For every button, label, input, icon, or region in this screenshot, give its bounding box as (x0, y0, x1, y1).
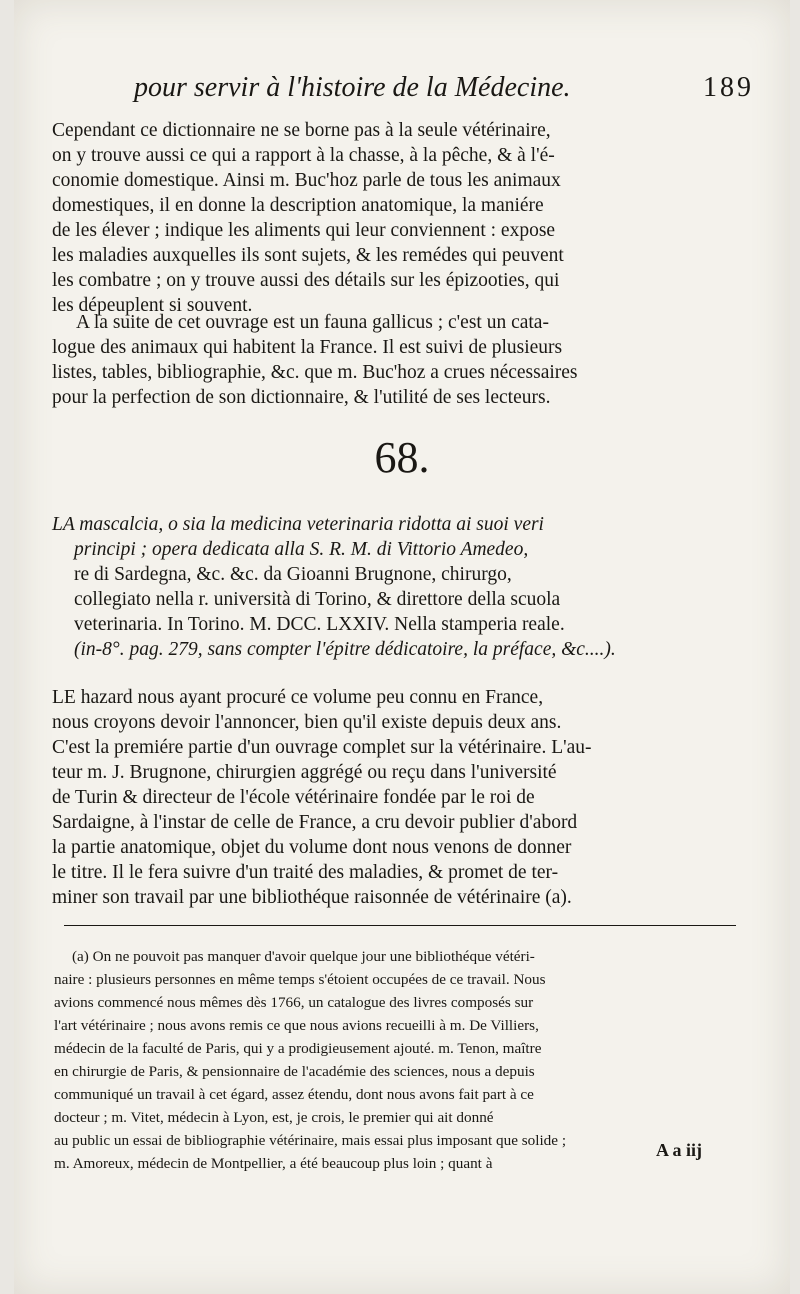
text-line: de les élever ; indique les aliments qui leur conviennent : expose (52, 220, 556, 241)
text-line: conomie domestique. Ainsi m. Buc'hoz parle de tous les animaux (52, 170, 561, 191)
footnote-line: naire : plusieurs personnes en même temps s'étoient occupées de ce travail. Nous (54, 971, 546, 988)
footnote-line: communiqué un travail à cet égard, assez étendu, dont nous avons fait part à ce (54, 1086, 534, 1103)
footnote-line: l'art vétérinaire ; nous avons remis ce que nous avions recueilli à m. De Villiers, (54, 1017, 539, 1034)
text-line: listes, tables, bibliographie, &c. que m. Buc'hoz a crues nécessaires (52, 362, 578, 383)
footnote-rule (64, 925, 736, 926)
signature-mark: A a iij (655, 1140, 702, 1160)
footnote-line: en chirurgie de Paris, & pensionnaire de l'académie des sciences, nous a depuis (54, 1063, 535, 1080)
footnote-line: au public un essai de bibliographie vétérinaire, mais essai plus imposant que solide ; (54, 1132, 567, 1149)
text-line: Sardaigne, à l'instar de celle de France, a cru devoir publier d'abord (52, 812, 578, 833)
text-line: teur m. J. Brugnone, chirurgien aggrégé ou reçu dans l'université (52, 762, 557, 783)
page-number: 189 (703, 72, 754, 103)
text-line: re di Sardegna, &c. &c. da Gioanni Brugnone, chirurgo, (74, 564, 512, 585)
text-line: collegiato nella r. università di Torino, & direttore della scuola (74, 589, 561, 610)
text-line: C'est la premiére partie d'un ouvrage complet sur la vétérinaire. L'au- (52, 737, 592, 758)
text-line: nous croyons devoir l'annoncer, bien qu'il existe depuis deux ans. (52, 712, 562, 733)
section-number: 68. (374, 433, 430, 482)
text-line: de Turin & directeur de l'école vétérinaire fondée par le roi de (52, 787, 535, 808)
text-line: les combatre ; on y trouve aussi des détails sur les épizooties, qui (52, 270, 560, 291)
text-line: miner son travail par une bibliothéque raisonnée de vétérinaire (a). (52, 887, 572, 908)
text-line: la partie anatomique, objet du volume dont nous venons de donner (52, 837, 572, 858)
text-line: le titre. Il le fera suivre d'un traité des maladies, & promet de ter- (52, 862, 559, 883)
text-line: les maladies auxquelles ils sont sujets, & les remédes qui peuvent (52, 245, 564, 266)
text-line: Cependant ce dictionnaire ne se borne pas à la seule vétérinaire, (52, 120, 551, 141)
footnote-line: avions commencé nous mêmes dès 1766, un catalogue des livres composés sur (54, 994, 534, 1011)
running-title: pour servir à l'histoire de la Médecine. (134, 72, 571, 103)
text-line: LA mascalcia, o sia la medicina veterinaria ridotta ai suoi veri (52, 514, 544, 535)
paragraph-3 (52, 685, 792, 910)
footnote-line: (a) On ne pouvoit pas manquer d'avoir quelque jour une bibliothéque vétéri- (72, 948, 535, 965)
text-line: A la suite de cet ouvrage est un fauna gallicus ; c'est un cata- (76, 312, 549, 333)
text-line: domestiques, il en donne la description anatomique, la maniére (52, 195, 544, 216)
text-line: veterinaria. In Torino. M. DCC. LXXIV. Nella stamperia reale. (74, 614, 565, 635)
footnote-line: m. Amoreux, médecin de Montpellier, a été beaucoup plus loin ; quant à (54, 1155, 493, 1172)
book-title-entry (52, 512, 792, 662)
text-line: on y trouve aussi ce qui a rapport à la chasse, à la pêche, & à l'é- (52, 145, 555, 166)
text-line: logue des animaux qui habitent la France. Il est suivi de plusieurs (52, 337, 563, 358)
text-line: pour la perfection de son dictionnaire, & l'utilité de ses lecteurs. (52, 387, 551, 408)
text-line: (in-8°. pag. 279, sans compter l'épitre dédicatoire, la préface, &c....). (74, 639, 616, 660)
text-line: principi ; opera dedicata alla S. R. M. di Vittorio Amedeo, (74, 539, 529, 560)
paragraph-2 (52, 310, 792, 410)
paragraph-1 (52, 118, 792, 318)
running-header (134, 72, 754, 112)
text-line: les dépeuplent si souvent. (52, 295, 253, 316)
footnote-line: docteur ; m. Vitet, médecin à Lyon, est, je crois, le premier qui ait donné (54, 1109, 494, 1126)
footnote-line: médecin de la faculté de Paris, qui y a prodigieusement ajouté. m. Tenon, maître (54, 1040, 542, 1057)
book-page (14, 0, 790, 1294)
text-line: LE hazard nous ayant procuré ce volume peu connu en France, (52, 687, 544, 708)
